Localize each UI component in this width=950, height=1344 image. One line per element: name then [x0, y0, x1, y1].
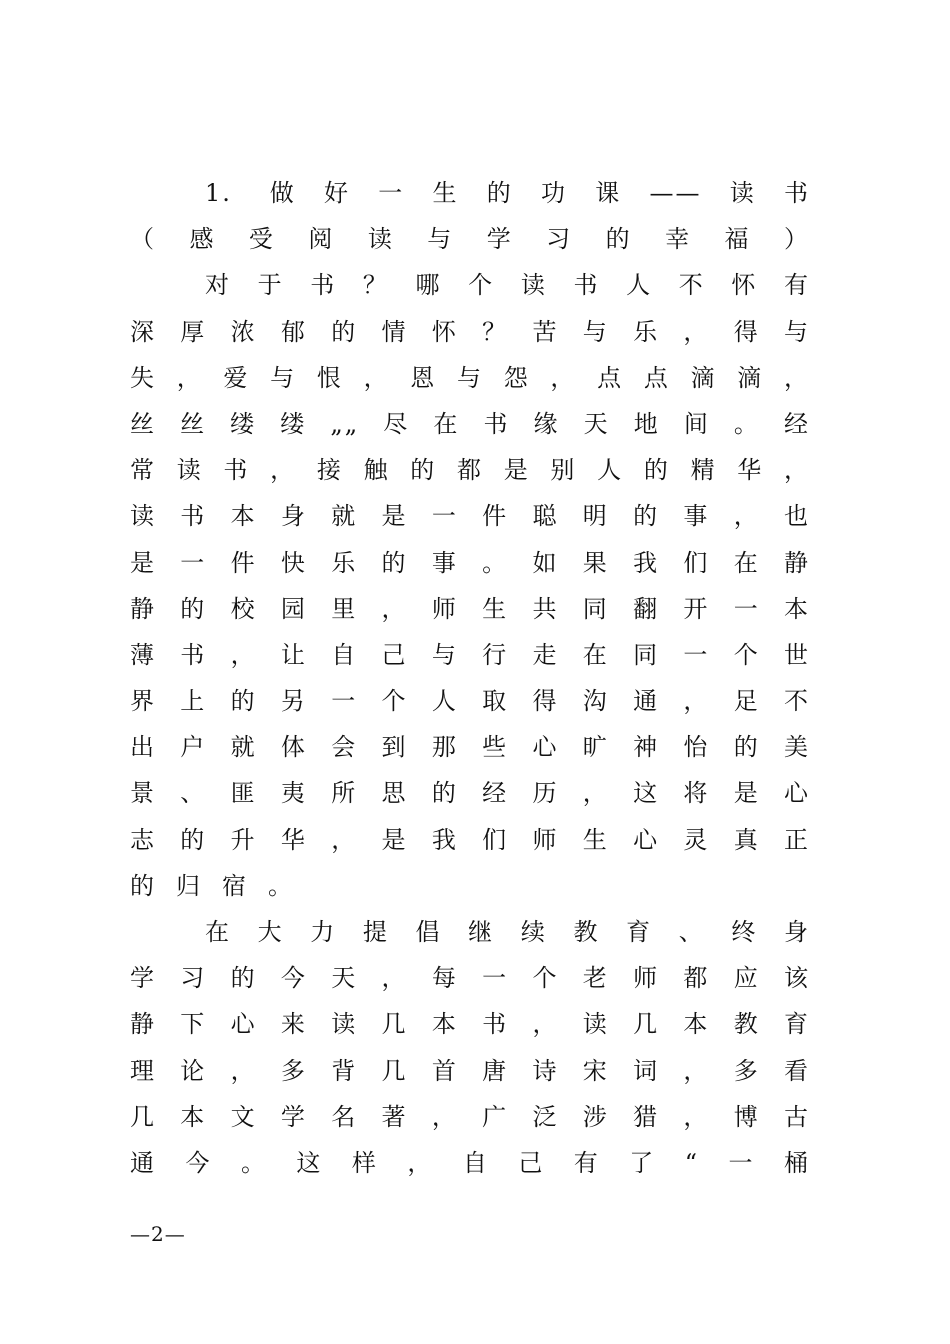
paragraph-line: 常读书，接触的都是别人的精华，	[130, 456, 810, 485]
paragraph-line: 失，爱与恨，恩与怨，点点滴滴，	[130, 363, 810, 392]
paragraph-line: 学习的今天，每一个老师都应该	[130, 964, 810, 993]
paragraph-line: 是一件快乐的事。如果我们在静	[130, 548, 810, 577]
paragraph-line: 景、匪夷所思的经历，这将是心	[130, 779, 810, 808]
paragraph-line: 读书本身就是一件聪明的事，也	[130, 502, 810, 531]
paragraph-line: 深厚浓郁的情怀？苦与乐，得与	[130, 317, 810, 346]
body-text	[130, 170, 810, 1186]
paragraph-line: 对于书？哪个读书人不怀有	[205, 271, 810, 300]
paragraph-line: 通今。这样，自己有了“一桶	[130, 1148, 810, 1177]
paragraph-line: 志的升华，是我们师生心灵真正	[130, 825, 810, 854]
page-number: —2—	[130, 1222, 186, 1246]
paragraph-line: 理论，多背几首唐诗宋词，多看	[130, 1056, 810, 1085]
paragraph-line: 的归宿。	[130, 871, 314, 900]
paragraph-line: 静的校园里，师生共同翻开一本	[130, 594, 810, 623]
paragraph-line: 丝丝缕缕„„尽在书缘天地间。经	[130, 409, 810, 438]
paragraph-line: 几本文学名著，广泛涉猎，博古	[130, 1102, 810, 1131]
paragraph-line: 在大力提倡继续教育、终身	[205, 918, 810, 946]
section-heading: 1. 做好一生的功课——读书	[205, 179, 810, 207]
paragraph-line: 界上的另一个人取得沟通，足不	[130, 687, 810, 716]
paragraph-line: 静下心来读几本书，读几本教育	[130, 1010, 810, 1039]
paragraph-line: 薄书，让自己与行走在同一个世	[130, 640, 810, 669]
paragraph-line: 出户就体会到那些心旷神怡的美	[130, 733, 810, 762]
section-subheading: （感受阅读与学习的幸福）	[130, 225, 810, 254]
